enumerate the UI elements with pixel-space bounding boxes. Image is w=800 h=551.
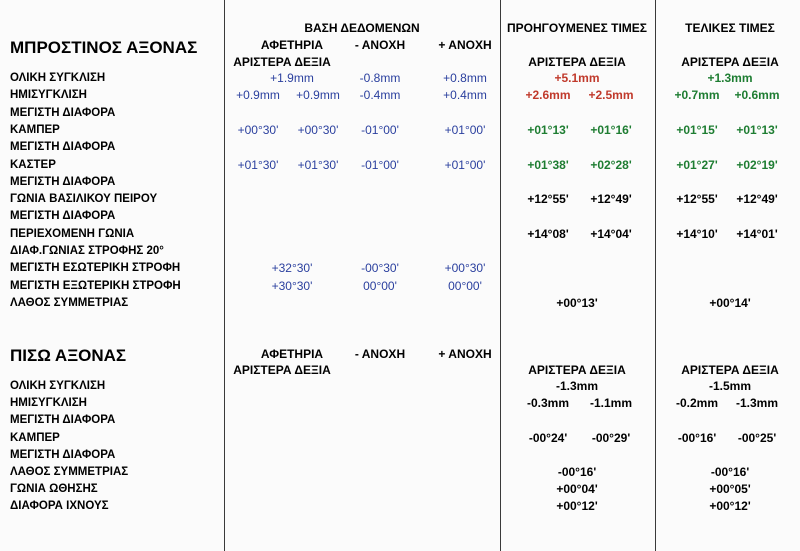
rear-prev-left-right: ΑΡΙΣΤΕΡΑ ΔΕΞΙΑ <box>528 363 626 377</box>
front-value-start: +32°30' <box>271 261 313 276</box>
front-value-finalR: +0.6mm <box>734 88 780 103</box>
front-value-prev: +5.1mm <box>554 71 600 85</box>
front-value-startR: +0.9mm <box>296 88 340 103</box>
front-col-left-right: ΑΡΙΣΤΕΡΑ ΔΕΞΙΑ <box>233 55 331 69</box>
front-value-startL: +0.9mm <box>236 88 280 103</box>
front-value-finalR: +12°49' <box>736 192 778 207</box>
front-value-startR: +00°30' <box>297 122 339 137</box>
rear-value-finalL: -0.2mm <box>675 396 719 411</box>
front-value-startL: +01°30' <box>237 157 279 172</box>
front-row-label: ΗΜΙΣΥΓΚΛΙΣΗ <box>10 89 87 102</box>
front-value-minus: -00°30' <box>361 261 399 276</box>
rear-col-start: ΑΦΕΤΗΡΙΑ <box>260 347 324 361</box>
front-row-label: ΚΑΜΠΕΡ <box>10 123 60 136</box>
rear-value-prevR: -00°29' <box>591 430 631 445</box>
front-col-minus-tolerance: - ΑΝΟΧΗ <box>354 38 406 52</box>
rear-axle-title: ΠΙΣΩ ΑΞΟΝΑΣ <box>10 346 127 365</box>
front-value-minus: -0.4mm <box>359 88 401 103</box>
front-value-start: +30°30' <box>271 278 313 293</box>
front-value-plus: +0.4mm <box>443 88 487 103</box>
rear-value-prevL: -0.3mm <box>526 396 570 411</box>
rear-row-label: ΓΩΝΙΑ ΩΘΗΣΗΣ <box>10 483 98 496</box>
rear-value-finalR: -00°25' <box>737 430 777 445</box>
header-database: ΒΑΣΗ ΔΕΔΟΜΕΝΩΝ <box>304 21 420 35</box>
front-value-finalL: +01°15' <box>676 122 718 137</box>
rear-value-final: -1.5mm <box>708 379 752 393</box>
front-axle-title: ΜΠΡΟΣΤΙΝΟΣ ΑΞΟΝΑΣ <box>10 38 198 57</box>
rear-value-prevL: -00°24' <box>528 430 568 445</box>
header-final-values: ΤΕΛΙΚΕΣ ΤΙΜΕΣ <box>685 21 775 35</box>
rear-row-label: ΚΑΜΠΕΡ <box>10 431 60 444</box>
front-value-prevR: +14°04' <box>590 226 632 241</box>
front-value-plus: +01°00' <box>444 122 486 137</box>
front-value-plus: +00°30' <box>444 261 486 276</box>
rear-row-label: ΔΙΑΦΟΡΑ ΙΧΝΟΥΣ <box>10 500 109 513</box>
rear-value-prevR: -1.1mm <box>589 396 633 411</box>
front-value-minus: 00°00' <box>363 278 397 293</box>
front-value-prevL: +2.6mm <box>525 88 571 103</box>
front-value-prevL: +12°55' <box>527 192 569 207</box>
rear-value-final: -00°16' <box>710 465 750 479</box>
front-value-prevR: +12°49' <box>590 192 632 207</box>
front-value-finalL: +14°10' <box>676 226 718 241</box>
header-previous-values: ΠΡΟΗΓΟΥΜΕΝΕΣ ΤΙΜΕΣ <box>507 21 647 35</box>
front-row-label: ΜΕΓΙΣΤΗ ΕΣΩΤΕΡΙΚΗ ΣΤΡΟΦΗ <box>10 262 181 275</box>
rear-row-label: ΗΜΙΣΥΓΚΛΙΣΗ <box>10 397 87 410</box>
rear-final-left-right: ΑΡΙΣΤΕΡΑ ΔΕΞΙΑ <box>681 363 779 377</box>
front-row-label: ΓΩΝΙΑ ΒΑΣΙΛΙΚΟΥ ΠΕΙΡΟΥ <box>10 193 158 206</box>
rear-row-label: ΜΕΓΙΣΤΗ ΔΙΑΦΟΡΑ <box>10 448 116 461</box>
front-value-plus: +01°00' <box>444 157 486 172</box>
divider-middle <box>500 0 501 551</box>
front-col-plus-tolerance: + ΑΝΟΧΗ <box>438 38 492 52</box>
front-prev-left-right: ΑΡΙΣΤΕΡΑ ΔΕΞΙΑ <box>528 55 626 69</box>
rear-value-finalR: -1.3mm <box>735 396 779 411</box>
front-value-prevL: +01°13' <box>527 122 569 137</box>
front-row-label: ΜΕΓΙΣΤΗ ΔΙΑΦΟΡΑ <box>10 175 116 188</box>
rear-value-prev: +00°12' <box>556 499 598 514</box>
front-row-label: ΚΑΣΤΕΡ <box>10 158 56 171</box>
front-value-prevR: +02°28' <box>590 157 632 172</box>
front-row-label: ΔΙΑΦ.ΓΩΝΙΑΣ ΣΤΡΟΦΗΣ 20° <box>10 245 164 257</box>
front-value-prevL: +14°08' <box>527 226 569 241</box>
rear-value-prev: -1.3mm <box>555 379 599 393</box>
rear-value-prev: +00°04' <box>556 482 598 497</box>
front-value-startL: +00°30' <box>237 122 279 137</box>
front-value-finalR: +02°19' <box>736 157 778 172</box>
front-final-left-right: ΑΡΙΣΤΕΡΑ ΔΕΞΙΑ <box>681 55 779 69</box>
front-value-prevR: +01°16' <box>590 122 632 137</box>
rear-row-label: ΟΛΙΚΗ ΣΥΓΚΛΙΣΗ <box>10 380 106 392</box>
front-value-minus: -0.8mm <box>359 71 401 85</box>
rear-row-label: ΛΑΘΟΣ ΣΥΜΜΕΤΡΙΑΣ <box>10 466 129 478</box>
divider-right <box>655 0 656 551</box>
front-value-plus: +0.8mm <box>443 71 487 85</box>
front-value-finalL: +01°27' <box>676 157 718 172</box>
front-value-finalL: +12°55' <box>676 192 718 207</box>
front-value-finalL: +0.7mm <box>674 88 720 103</box>
front-value-finalR: +01°13' <box>736 122 778 137</box>
front-value-startR: +01°30' <box>297 157 339 172</box>
front-row-label: ΜΕΓΙΣΤΗ ΔΙΑΦΟΡΑ <box>10 141 116 154</box>
rear-value-finalL: -00°16' <box>677 430 717 445</box>
front-value-prev: +00°13' <box>556 295 598 310</box>
rear-row-label: ΜΕΓΙΣΤΗ ΔΙΑΦΟΡΑ <box>10 414 116 427</box>
front-value-minus: -01°00' <box>361 157 399 172</box>
front-value-start: +1.9mm <box>270 71 314 85</box>
front-value-prevR: +2.5mm <box>588 88 634 103</box>
front-value-prevL: +01°38' <box>527 157 569 172</box>
front-row-label: ΜΕΓΙΣΤΗ ΕΞΩΤΕΡΙΚΗ ΣΤΡΟΦΗ <box>10 279 181 292</box>
rear-value-final: +00°05' <box>709 482 751 497</box>
front-row-label: ΠΕΡΙΕΧΟΜΕΝΗ ΓΩΝΙΑ <box>10 227 135 240</box>
front-value-plus: 00°00' <box>448 278 482 293</box>
rear-value-final: +00°12' <box>709 499 751 514</box>
rear-col-minus-tolerance: - ΑΝΟΧΗ <box>354 347 406 361</box>
front-row-label: ΜΕΓΙΣΤΗ ΔΙΑΦΟΡΑ <box>10 106 116 119</box>
front-row-label: ΜΕΓΙΣΤΗ ΔΙΑΦΟΡΑ <box>10 210 116 223</box>
front-value-final: +00°14' <box>709 295 751 310</box>
front-row-label: ΟΛΙΚΗ ΣΥΓΚΛΙΣΗ <box>10 72 106 84</box>
rear-col-left-right: ΑΡΙΣΤΕΡΑ ΔΕΞΙΑ <box>233 363 331 377</box>
rear-value-prev: -00°16' <box>557 465 597 479</box>
front-value-minus: -01°00' <box>361 122 399 137</box>
front-row-label: ΛΑΘΟΣ ΣΥΜΜΕΤΡΙΑΣ <box>10 296 129 309</box>
divider-left <box>224 0 225 551</box>
front-value-final: +1.3mm <box>707 71 753 85</box>
front-col-start: ΑΦΕΤΗΡΙΑ <box>260 38 324 52</box>
rear-col-plus-tolerance: + ΑΝΟΧΗ <box>438 347 492 361</box>
front-value-finalR: +14°01' <box>736 226 778 241</box>
